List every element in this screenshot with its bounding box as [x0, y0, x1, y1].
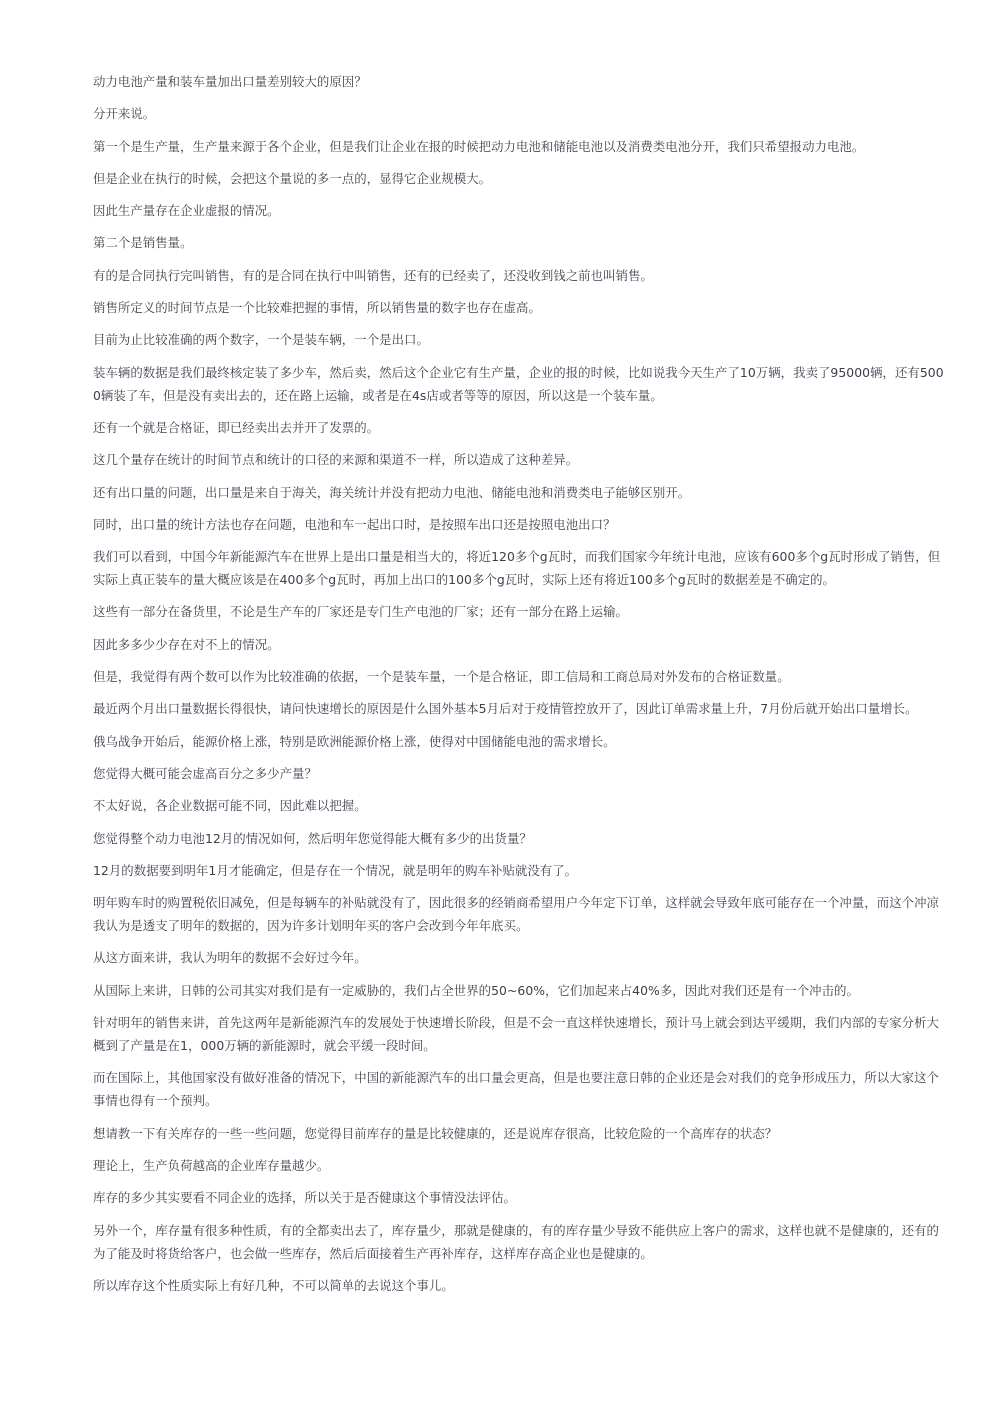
- paragraph: 您觉得整个动力电池12月的情况如何，然后明年您觉得能大概有多少的出货量？: [93, 830, 532, 846]
- paragraph: 明年购车时的购置税依旧减免，但是每辆车的补贴就没有了，因此很多的经销商希望用户今年定下订单，这样就会导致年底可能存在一个冲量，而这个冲凉我认为是透支了明年的数据的，因为许多计划明年买的客户会改到今年年底买。: [93, 895, 939, 934]
- paragraph: 销售所定义的时间节点是一个比较难把握的事情，所以销售量的数字也存在虚高。: [93, 300, 541, 316]
- paragraph: 因此多多少少存在对不上的情况。: [93, 636, 280, 652]
- paragraph: 从这方面来讲，我认为明年的数据不会好过今年。: [93, 950, 367, 966]
- paragraph: 有的是合同执行完叫销售，有的是合同在执行中叫销售，还有的已经卖了，还没收到钱之前也叫销售。: [93, 267, 653, 283]
- paragraph: 还有出口量的问题，出口量是来自于海关，海关统计并没有把动力电池、储能电池和消费类电子能够区别开。: [93, 484, 691, 500]
- paragraph: 但是，我觉得有两个数可以作为比较准确的依据，一个是装车量，一个是合格证，即工信局和工商总局对外发布的合格证数量。: [93, 669, 790, 685]
- paragraph: 12月的数据要到明年1月才能确定，但是存在一个情况，就是明年的购车补贴就没有了。: [93, 862, 578, 878]
- paragraph: 这些有一部分在备货里，不论是生产车的厂家还是专门生产电池的厂家；还有一部分在路上运输。: [93, 604, 628, 620]
- paragraph: 俄乌战争开始后，能源价格上涨，特别是欧洲能源价格上涨，使得对中国储能电池的需求增长。: [93, 733, 616, 749]
- paragraph: 第一个是生产量，生产量来源于各个企业，但是我们让企业在报的时候把动力电池和储能电池以及消费类电池分开，我们只希望报动力电池。: [93, 138, 865, 154]
- paragraph: 库存的多少其实要看不同企业的选择，所以关于是否健康这个事情没法评估。: [93, 1190, 516, 1206]
- document-body: [93, 70, 945, 1306]
- paragraph: 您觉得大概可能会虚高百分之多少产量？: [93, 765, 317, 781]
- paragraph: 理论上，生产负荷越高的企业库存量越少。: [93, 1157, 330, 1173]
- paragraph: 另外一个，库存量有很多种性质，有的全都卖出去了，库存量少，那就是健康的，有的库存量少导致不能供应上客户的需求，这样也就不是健康的，还有的为了能及时将货给客户，也会做一些库存，然后后面接着生产再补库存，这样库存高企业也是健康的。: [93, 1222, 939, 1261]
- paragraph: 而在国际上，其他国家没有做好准备的情况下，中国的新能源汽车的出口量会更高，但是也要注意日韩的企业还是会对我们的竞争形成压力，所以大家这个事情也得有一个预判。: [93, 1070, 939, 1109]
- paragraph: 第二个是销售量。: [93, 235, 193, 251]
- paragraph: 所以库存这个性质实际上有好几种，不可以简单的去说这个事儿。: [93, 1277, 454, 1293]
- paragraph: 装车辆的数据是我们最终核定装了多少车，然后卖，然后这个企业它有生产量，企业的报的时候，比如说我今天生产了10万辆，我卖了95000辆，还有5000辆装了车，但是没有卖出去的，还在路上运输，或者是在4s店或者等等的原因，所以这是一个装车量。: [93, 364, 944, 403]
- paragraph: 还有一个就是合格证，即已经卖出去并开了发票的。: [93, 419, 380, 435]
- paragraph: 目前为止比较准确的两个数字，一个是装车辆，一个是出口。: [93, 332, 429, 348]
- paragraph: 但是企业在执行的时候，会把这个量说的多一点的，显得它企业规模大。: [93, 170, 492, 186]
- paragraph: 针对明年的销售来讲，首先这两年是新能源汽车的发展处于快速增长阶段，但是不会一直这样快速增长，预计马上就会到达平缓期，我们内部的专家分析大概到了产量是在1，000万辆的新能源时，就会平缓一段时间。: [93, 1015, 939, 1054]
- paragraph: 不太好说，各企业数据可能不同，因此难以把握。: [93, 798, 367, 814]
- paragraph: 这几个量存在统计的时间节点和统计的口径的来源和渠道不一样，所以造成了这种差异。: [93, 452, 579, 468]
- paragraph: 分开来说。: [93, 106, 156, 122]
- paragraph: 同时，出口量的统计方法也存在问题，电池和车一起出口时，是按照车出口还是按照电池出口？: [93, 516, 616, 532]
- paragraph: 最近两个月出口量数据长得很快，请问快速增长的原因是什么国外基本5月后对于疫情管控放开了，因此订单需求量上升，7月份后就开始出口量增长。: [93, 701, 918, 717]
- paragraph: 想请教一下有关库存的一些一些问题，您觉得目前库存的量是比较健康的，还是说库存很高，比较危险的一个高库存的状态？: [93, 1125, 778, 1141]
- paragraph: 因此生产量存在企业虚报的情况。: [93, 203, 280, 219]
- paragraph: 从国际上来讲，日韩的公司其实对我们是有一定威胁的，我们占全世界的50~60%，它们加起来占40%多，因此对我们还是有一个冲击的。: [93, 982, 859, 998]
- paragraph: 我们可以看到，中国今年新能源汽车在世界上是出口量是相当大的，将近120多个g瓦时，而我们国家今年统计电池，应该有600多个g瓦时形成了销售，但实际上真正装车的量大概应该是在400多个g瓦时，再加上出口的100多个g瓦时，实际上还有将近100多个g瓦时的数据差是不确定的。: [93, 549, 941, 588]
- paragraph: 动力电池产量和装车量加出口量差别较大的原因？: [93, 74, 367, 89]
